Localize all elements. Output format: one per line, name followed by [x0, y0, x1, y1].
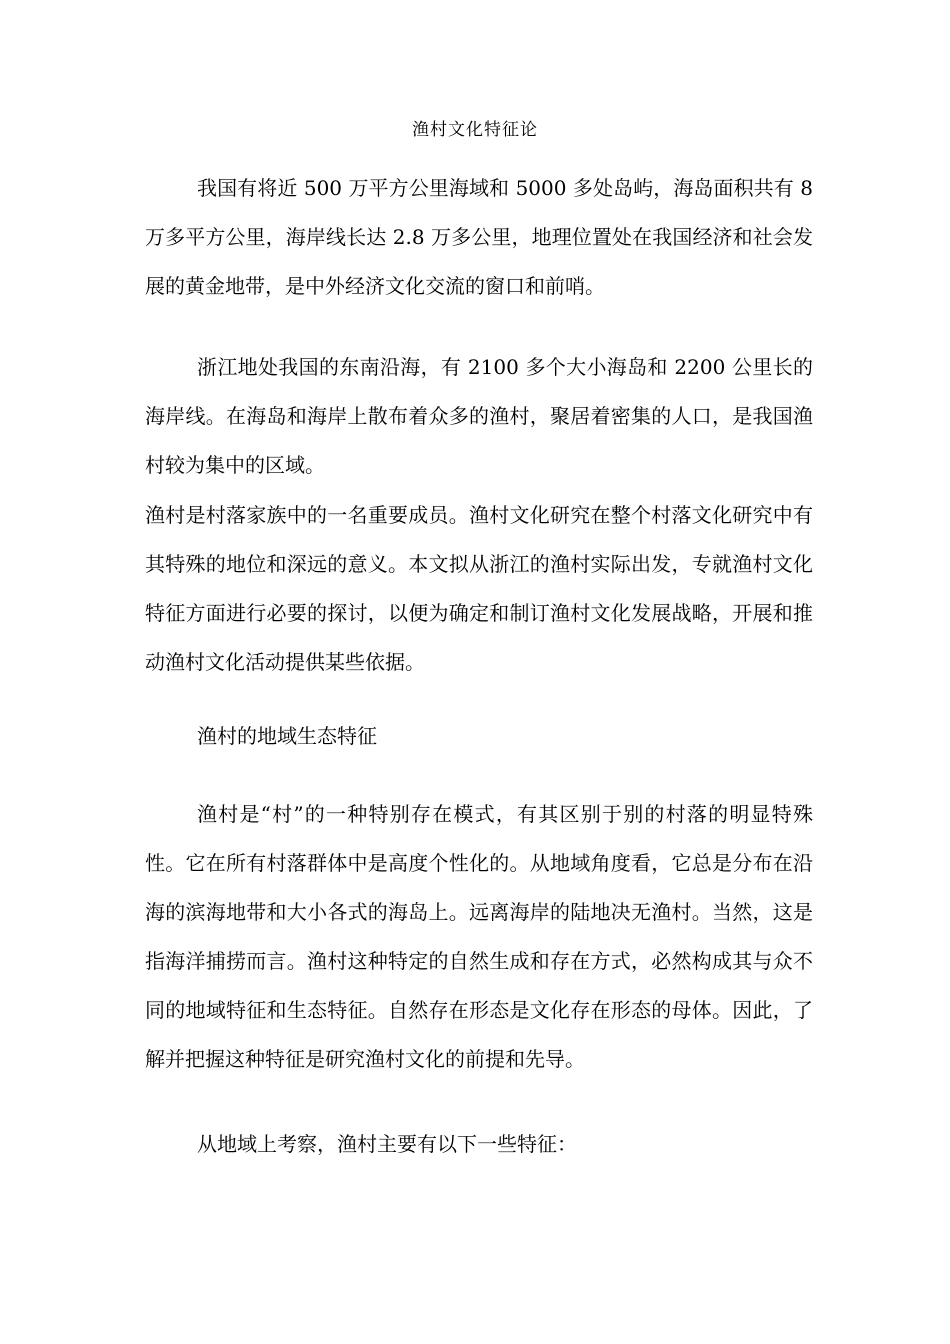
section-heading: 渔村的地域生态特征 [197, 724, 377, 748]
paragraph-section-lead: 从地域上考察，渔村主要有以下一些特征： [197, 1132, 577, 1156]
paragraph-intro-1: 我国有将近 500 万平方公里海域和 5000 多处岛屿，海岛面积共有 8 万多平方公里，海岸线长达 2.8 万多公里，地理位置处在我国经济和社会发展的黄金地带，是中外经济文化交流的窗口和前哨。 [145, 176, 813, 298]
paragraph-intro-3: 渔村是村落家族中的一名重要成员。渔村文化研究在整个村落文化研究中有其特殊的地位和深远的意义。本文拟从浙江的渔村实际出发，专就渔村文化特征方面进行必要的探讨，以便为确定和制订渔村文化发展战略，开展和推动渔村文化活动提供某些依据。 [145, 503, 813, 674]
document-title: 渔村文化特征论 [412, 120, 538, 140]
paragraph-intro-2: 浙江地处我国的东南沿海，有 2100 多个大小海岛和 2200 公里长的海岸线。在海岛和海岸上散布着众多的渔村，聚居着密集的人口，是我国渔村较为集中的区域。 [145, 355, 813, 477]
paragraph-section-body: 渔村是“村”的一种特别存在模式，有其区别于别的村落的明显特殊性。它在所有村落群体中是高度个性化的。从地域角度看，它总是分布在沿海的滨海地带和大小各式的海岛上。远离海岸的陆地决无渔村。当然，这是指海洋捕捞而言。渔村这种特定的自然生成和存在方式，必然构成其与众不同的地域特征和生态特征。自然存在形态是文化存在形态的母体。因此，了解并把握这种特征是研究渔村文化的前提和先导。 [145, 802, 813, 1071]
